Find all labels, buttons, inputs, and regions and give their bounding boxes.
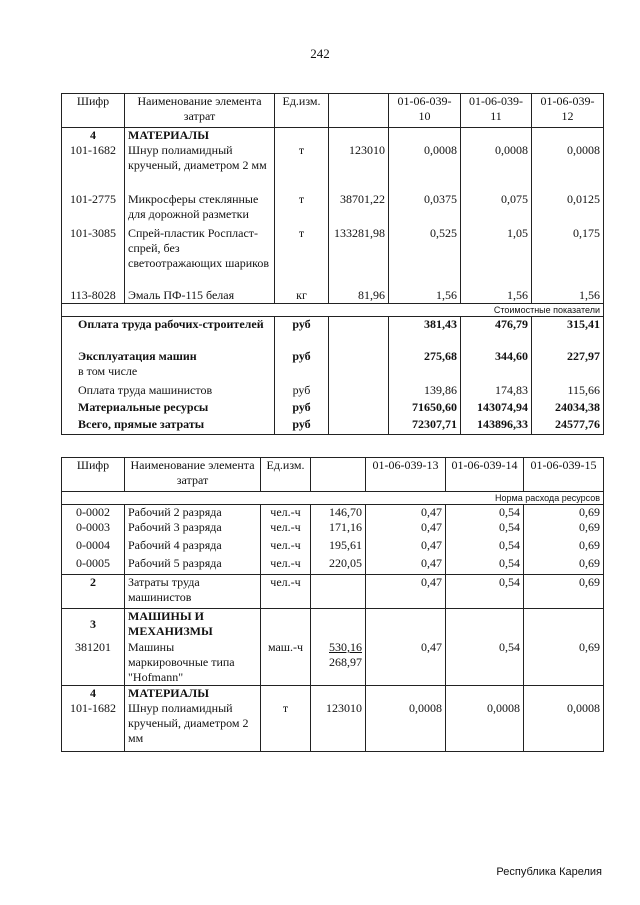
cost-unit: руб <box>275 317 329 349</box>
cost-name: Всего, прямые затраты <box>62 417 275 435</box>
cost-value-2: 174,83 <box>461 383 532 400</box>
row-unit: чел.-ч <box>261 538 311 556</box>
row-value-3: 0,69 <box>524 538 604 556</box>
row-value-2: 0,0008 <box>446 701 524 751</box>
cost-value-2: 143896,33 <box>461 417 532 435</box>
cost-value-2: 476,79 <box>461 317 532 349</box>
row-price: 195,61 <box>311 538 366 556</box>
table-row <box>62 520 604 538</box>
table-row <box>62 226 604 288</box>
row-unit: кг <box>275 288 329 304</box>
row-value-1: 0,47 <box>366 574 446 608</box>
cost-value-1: 71650,60 <box>389 400 461 417</box>
row-value-1: 0,47 <box>366 505 446 521</box>
cost-sub: в том числе <box>78 363 138 378</box>
row-price: 81,96 <box>329 288 389 304</box>
row-unit: т <box>275 143 329 192</box>
section-number: 4 <box>62 686 125 702</box>
row-value-3: 0,69 <box>524 640 604 686</box>
row-value-3: 0,69 <box>524 556 604 574</box>
row-code: 381201 <box>62 640 125 686</box>
row-value-3: 0,175 <box>532 226 604 288</box>
table-row <box>62 556 604 574</box>
header-col2: 01-06-039-14 <box>446 458 524 492</box>
row-name: Рабочий 3 разряда <box>125 520 261 538</box>
row-code: 0-0004 <box>62 538 125 556</box>
cost-value-1: 72307,71 <box>389 417 461 435</box>
row-value-1: 0,47 <box>366 538 446 556</box>
section-row <box>62 608 604 640</box>
row-code: 101-1682 <box>62 701 125 751</box>
header-col1: 01-06-039-13 <box>366 458 446 492</box>
header-col1: 01-06-039-10 <box>389 94 461 128</box>
row-value-1: 0,0008 <box>389 143 461 192</box>
row-value-2: 0,0008 <box>461 143 532 192</box>
section-row <box>62 128 604 144</box>
cost-unit: руб <box>275 349 329 383</box>
row-name: Шнур полиамидный крученый, диаметром 2 мм <box>125 143 275 192</box>
row-value-1: 0,47 <box>366 556 446 574</box>
row-value-1: 0,47 <box>366 520 446 538</box>
row-value-3: 0,69 <box>524 574 604 608</box>
row-value-2: 0,54 <box>446 505 524 521</box>
row-value-2: 0,54 <box>446 640 524 686</box>
table-header-row <box>62 94 604 128</box>
cost-value-3: 227,97 <box>532 349 604 383</box>
cost-value-3: 24034,38 <box>532 400 604 417</box>
row-unit: чел.-ч <box>261 574 311 608</box>
row-name: Машины маркировочные типа "Hofmann" <box>125 640 261 686</box>
row-value-1: 0,525 <box>389 226 461 288</box>
row-price: 530,16 <box>329 640 362 654</box>
table-row <box>62 192 604 226</box>
row-value-2: 0,54 <box>446 556 524 574</box>
row-unit: чел.-ч <box>261 520 311 538</box>
cost-name-cell <box>62 349 275 383</box>
section-number: 4 <box>62 128 125 144</box>
machine-row <box>62 640 604 686</box>
row-name: Микросферы стеклянные для дорожной разметки <box>125 192 275 226</box>
row-value-1: 0,47 <box>366 640 446 686</box>
cost-row <box>62 349 604 383</box>
machinists-row <box>62 574 604 608</box>
row-code: 0-0002 <box>62 505 125 521</box>
section-title: МАТЕРИАЛЫ <box>125 686 261 702</box>
footer-region: Республика Карелия <box>496 866 602 878</box>
header-code: Шифр <box>62 458 125 492</box>
header-code: Шифр <box>62 94 125 128</box>
row-unit: маш.-ч <box>261 640 311 686</box>
row-price: 220,05 <box>311 556 366 574</box>
cost-value-3: 315,41 <box>532 317 604 349</box>
cost-row <box>62 317 604 349</box>
row-unit: чел.-ч <box>261 556 311 574</box>
cost-value-3: 24577,76 <box>532 417 604 435</box>
row-value-2: 1,05 <box>461 226 532 288</box>
row-name: Затраты труда машинистов <box>125 574 261 608</box>
row-value-3: 0,0125 <box>532 192 604 226</box>
norm-note-row <box>62 492 604 505</box>
row-unit: чел.-ч <box>261 505 311 521</box>
header-name: Наименование элемента затрат <box>125 458 261 492</box>
row-name: Рабочий 2 разряда <box>125 505 261 521</box>
cost-note: Стоимостные показатели <box>62 304 604 317</box>
header-unit: Ед.изм. <box>275 94 329 128</box>
row-value-1: 1,56 <box>389 288 461 304</box>
cost-row <box>62 400 604 417</box>
table-row <box>62 288 604 304</box>
cost-value-1: 139,86 <box>389 383 461 400</box>
table-row <box>62 143 604 192</box>
cost-row <box>62 383 604 400</box>
row-value-3: 0,69 <box>524 520 604 538</box>
norm-note: Норма расхода ресурсов <box>62 492 604 505</box>
row-price: 146,70 <box>311 505 366 521</box>
row-unit: т <box>275 192 329 226</box>
row-code: 101-1682 <box>62 143 125 192</box>
row-name: Рабочий 5 разряда <box>125 556 261 574</box>
row-price: 133281,98 <box>329 226 389 288</box>
table-row <box>62 505 604 521</box>
cost-row <box>62 417 604 435</box>
cost-unit: руб <box>275 417 329 435</box>
row-value-3: 1,56 <box>532 288 604 304</box>
header-price <box>329 94 389 128</box>
row-code: 2 <box>62 574 125 608</box>
row-value-3: 0,0008 <box>524 701 604 751</box>
cost-table-1 <box>61 93 604 435</box>
cost-value-1: 381,43 <box>389 317 461 349</box>
table-row <box>62 701 604 751</box>
row-value-2: 0,075 <box>461 192 532 226</box>
row-name: Эмаль ПФ-115 белая <box>125 288 275 304</box>
cost-value-1: 275,68 <box>389 349 461 383</box>
row-price-2: 268,97 <box>329 655 362 669</box>
cost-name: Материальные ресурсы <box>62 400 275 417</box>
row-price-cell <box>311 640 366 686</box>
row-value-2: 0,54 <box>446 574 524 608</box>
row-code: 113-8028 <box>62 288 125 304</box>
header-price <box>311 458 366 492</box>
row-price: 123010 <box>311 701 366 751</box>
section-title: МАТЕРИАЛЫ <box>125 128 275 144</box>
row-code: 0-0003 <box>62 520 125 538</box>
cost-value-3: 115,66 <box>532 383 604 400</box>
table-header-row <box>62 458 604 492</box>
row-value-1: 0,0375 <box>389 192 461 226</box>
row-name: Рабочий 4 разряда <box>125 538 261 556</box>
cost-unit: руб <box>275 400 329 417</box>
section-title: МАШИНЫ И МЕХАНИЗМЫ <box>125 608 261 640</box>
section-number: 3 <box>62 608 125 640</box>
header-col3: 01-06-039-12 <box>532 94 604 128</box>
section-row <box>62 686 604 702</box>
row-unit: т <box>261 701 311 751</box>
cost-name: Оплата труда машинистов <box>62 383 275 400</box>
row-price: 38701,22 <box>329 192 389 226</box>
row-code: 0-0005 <box>62 556 125 574</box>
row-value-2: 0,54 <box>446 538 524 556</box>
row-value-2: 1,56 <box>461 288 532 304</box>
cost-name: Эксплуатация машин <box>78 348 197 363</box>
row-name: Шнур полиамидный крученый, диаметром 2 мм <box>125 701 261 751</box>
row-value-3: 0,69 <box>524 505 604 521</box>
row-name: Спрей-пластик Роспласт-спрей, без светоотражающих шариков <box>125 226 275 288</box>
page-number: 242 <box>310 46 330 61</box>
row-price: 123010 <box>329 143 389 192</box>
resource-table-2 <box>61 457 604 752</box>
cost-note-row <box>62 304 604 317</box>
cost-value-2: 344,60 <box>461 349 532 383</box>
row-unit: т <box>275 226 329 288</box>
row-value-1: 0,0008 <box>366 701 446 751</box>
header-col2: 01-06-039-11 <box>461 94 532 128</box>
row-code: 101-2775 <box>62 192 125 226</box>
row-price: 171,16 <box>311 520 366 538</box>
cost-name: Оплата труда рабочих-строителей <box>62 317 275 349</box>
row-code: 101-3085 <box>62 226 125 288</box>
cost-unit: руб <box>275 383 329 400</box>
header-unit: Ед.изм. <box>261 458 311 492</box>
header-name: Наименование элемента затрат <box>125 94 275 128</box>
row-value-3: 0,0008 <box>532 143 604 192</box>
header-col3: 01-06-039-15 <box>524 458 604 492</box>
row-value-2: 0,54 <box>446 520 524 538</box>
cost-value-2: 143074,94 <box>461 400 532 417</box>
table-row <box>62 538 604 556</box>
